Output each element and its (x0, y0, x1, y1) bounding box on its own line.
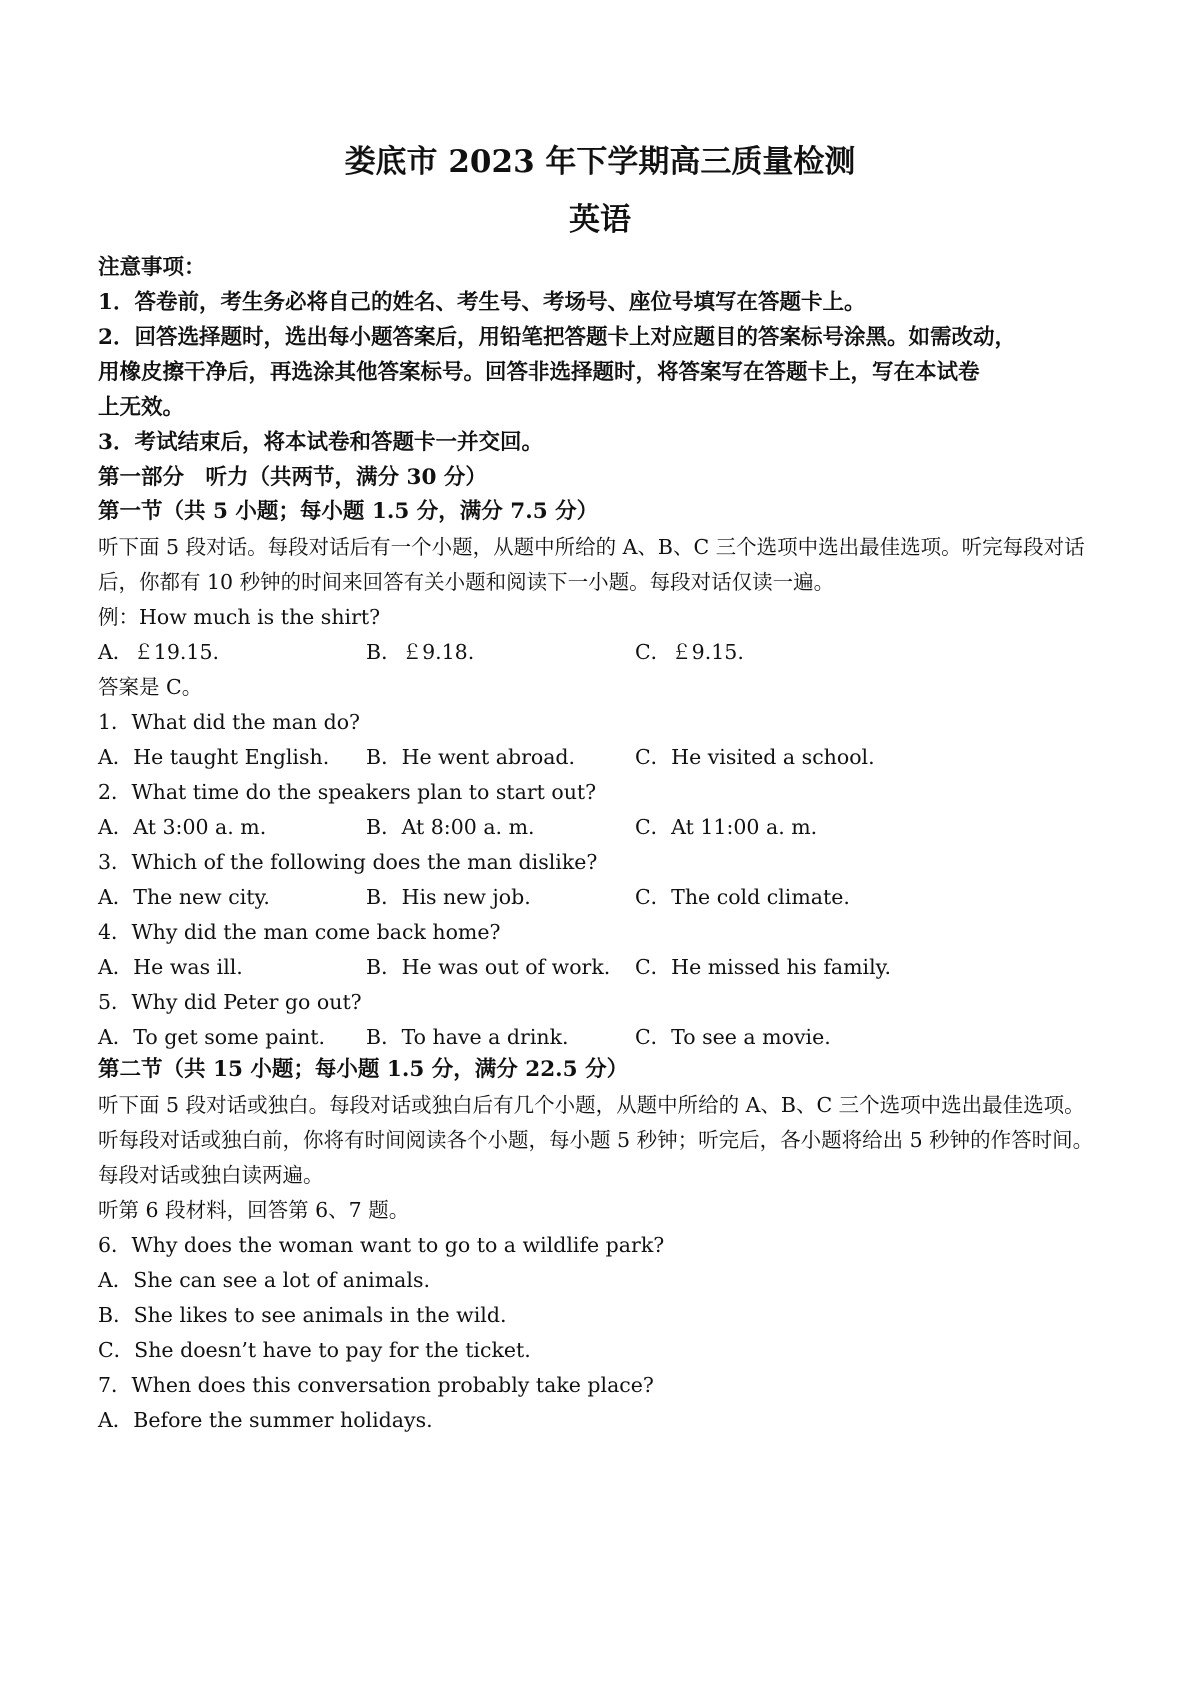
option-c: C．The cold climate. (635, 885, 850, 909)
option-c: C．￡9.15. (635, 640, 744, 664)
notice-item: 1．答卷前，考生务必将自己的姓名、考生号、考场号、座位号填写在答题卡上。 (98, 290, 866, 315)
option-b: B．He went abroad. (366, 745, 576, 769)
instruction-line: 听下面 5 段对话。每段对话后有一个小题，从题中所给的 A、B、C 三个选项中选出最佳选项。听完每段对话 (98, 535, 1085, 559)
instruction-line: 听每段对话或独白前，你将有时间阅读各个小题，每小题 5 秒钟；听完后，各小题将给出 5 秒钟的作答时间。 (98, 1128, 1094, 1152)
option-a: A．The new city. (98, 885, 270, 909)
part-heading: 第一部分 听力（共两节，满分 30 分） (98, 465, 487, 490)
option-a: A．She can see a lot of animals. (98, 1268, 430, 1292)
instruction-line: 每段对话或独白读两遍。 (98, 1163, 324, 1187)
section-heading: 第二节（共 15 小题；每小题 1.5 分，满分 22.5 分） (98, 1057, 629, 1082)
option-c: C．She doesn’t have to pay for the ticket. (98, 1338, 531, 1362)
instruction-line: 后，你都有 10 秒钟的时间来回答有关小题和阅读下一小题。每段对话仅读一遍。 (98, 570, 835, 594)
notice-item: 2．回答选择题时，选出每小题答案后，用铅笔把答题卡上对应题目的答案标号涂黑。如需改动， (98, 325, 1016, 350)
option-c: C．At 11:00 a. m. (635, 815, 818, 839)
option-a: A．To get some paint. (98, 1025, 326, 1049)
question: 5．Why did Peter go out? (98, 990, 362, 1014)
option-b: B．His new job. (366, 885, 531, 909)
option-a: A．Before the summer holidays. (98, 1408, 433, 1432)
question: 7．When does this conversation probably take place? (98, 1373, 654, 1397)
material-note: 听第 6 段材料，回答第 6、7 题。 (98, 1198, 410, 1222)
notice-item: 用橡皮擦干净后，再选涂其他答案标号。回答非选择题时，将答案写在答题卡上，写在本试卷 (98, 360, 980, 385)
question: 4．Why did the man come back home? (98, 920, 501, 944)
question: 6．Why does the woman want to go to a wildlife park? (98, 1233, 665, 1257)
option-a: A．At 3:00 a. m. (98, 815, 267, 839)
question: 1．What did the man do? (98, 710, 361, 734)
question: 2．What time do the speakers plan to start out? (98, 780, 597, 804)
option-a: A．He taught English. (98, 745, 330, 769)
question: 3．Which of the following does the man dislike? (98, 850, 598, 874)
option-c: C．He missed his family. (635, 955, 892, 979)
section-heading: 第一节（共 5 小题；每小题 1.5 分，满分 7.5 分） (98, 499, 599, 524)
example-question: 例：How much is the shirt? (98, 605, 381, 629)
option-b: B．At 8:00 a. m. (366, 815, 535, 839)
notice-heading: 注意事项： (98, 255, 206, 280)
option-b: B．￡9.18. (366, 640, 475, 664)
option-b: B．He was out of work. (366, 955, 611, 979)
option-b: B．To have a drink. (366, 1025, 569, 1049)
notice-item: 3．考试结束后，将本试卷和答题卡一并交回。 (98, 430, 543, 455)
notice-item: 上无效。 (98, 395, 185, 420)
option-a: A．￡19.15. (98, 640, 220, 664)
option-b: B．She likes to see animals in the wild. (98, 1303, 507, 1327)
option-c: C．To see a movie. (635, 1025, 831, 1049)
example-answer: 答案是 C。 (98, 675, 203, 699)
instruction-line: 听下面 5 段对话或独白。每段对话或独白后有几个小题，从题中所给的 A、B、C 三个选项中选出最佳选项。 (98, 1093, 1085, 1117)
option-a: A．He was ill. (98, 955, 243, 979)
subject-title: 英语 (569, 202, 631, 238)
option-c: C．He visited a school. (635, 745, 875, 769)
exam-title: 娄底市 2023 年下学期高三质量检测 (344, 144, 856, 180)
